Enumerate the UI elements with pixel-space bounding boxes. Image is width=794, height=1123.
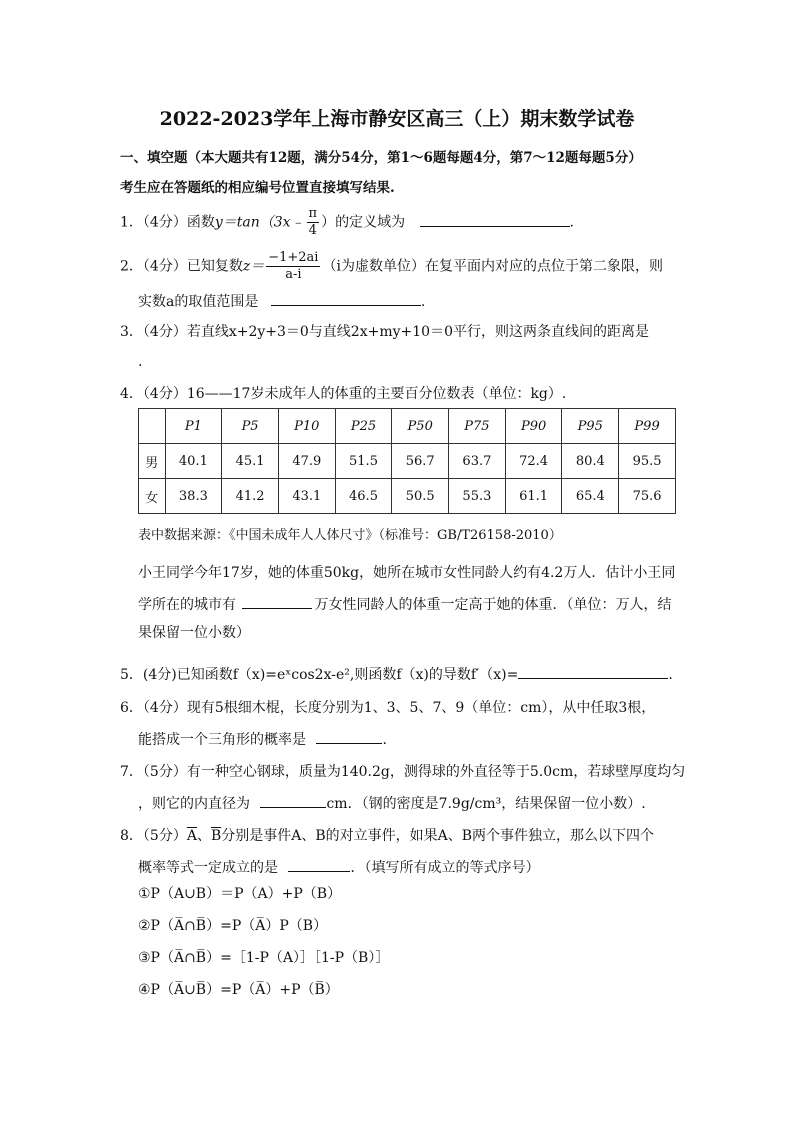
q8-option-3: ③P（A̅∩B̅）=［1-P（A）］［1-P（B）］ [138, 950, 390, 966]
section-instruction: 考生应在答题纸的相应编号位置直接填写结果. [120, 180, 395, 196]
question-3-line2: . [138, 354, 143, 370]
q4-answer-blank[interactable] [242, 593, 312, 609]
table-row: 女 38.3 41.2 43.1 46.5 50.5 55.3 61.1 65.4 75.6 [139, 479, 676, 514]
question-4-para2: 学所在的城市有 万女性同龄人的体重一定高于她的体重．（单位：万人，结 [138, 593, 671, 615]
exam-title: 2022-2023学年上海市静安区高三（上）期末数学试卷 [159, 108, 635, 130]
table-row: 男 40.1 45.1 47.9 51.5 56.7 63.7 72.4 80.4 95.5 [139, 444, 676, 479]
b-complement: $\overline{B}$ [210, 828, 222, 844]
question-8-line2: 概率等式一定成立的是 ．（填写所有成立的等式序号） [138, 856, 539, 878]
q8-option-4: ④P（A̅∪B̅）=P（A̅）+P（B̅） [138, 982, 339, 998]
q1-denominator: 4 [308, 223, 317, 238]
question-6-line2: 能搭成一个三角形的概率是 . [138, 728, 387, 750]
question-2: 2．（4分）已知复数z＝ $\frac{-1+2ai}{a-i}$ （i为虚数单位）在复平面内对应的点位于第二象限，则 [120, 250, 663, 282]
q7-answer-blank[interactable] [260, 792, 326, 808]
percentile-table [138, 408, 676, 514]
q1-suffix: ）的定义域为 [321, 214, 406, 231]
a-complement: $\overline{A}$ [186, 828, 197, 844]
question-7: 7．（5分）有一种空心钢球，质量为140.2g，测得球的外直径等于5.0cm，若球壁厚度均匀 [120, 764, 686, 780]
q2-text: （i为虚数单位）在复平面内对应的点位于第二象限，则 [322, 258, 663, 275]
question-1: 1．（4分）函数y＝tan（3x﹣ $\frac{\pi}{4}$ ）的定义域为 . [120, 206, 574, 238]
question-8: 8．（5分）$\overline{A}$、$\overline{B}$分别是事件A、B的对立事件，如果A、B两个事件独立，那么以下四个 [120, 828, 655, 844]
q8-option-1: ①P（A∪B）＝P（A）+P（B） [138, 886, 342, 902]
q2-fraction: $\frac{-1+2ai}{a-i}$ [268, 250, 319, 282]
q5-answer-blank[interactable] [518, 663, 668, 679]
question-6: 6．（4分）现有5根细木棍，长度分别为1、3、5、7、9（单位：cm），从中任取3根， [120, 700, 656, 716]
q1-answer-blank[interactable] [420, 211, 570, 227]
q1-fraction [307, 206, 320, 239]
question-7-line2: ，则它的内直径为 cm．（钢的密度是7.9g/cm³，结果保留一位小数）. [138, 792, 646, 814]
q1-function: y＝tan（3x﹣ [214, 214, 305, 231]
q2-answer-blank[interactable] [271, 290, 421, 306]
q1-prefix: 1．（4分）函数 [120, 214, 215, 231]
q1-numerator: π [308, 206, 318, 221]
q2-prefix: 2．（4分）已知复数 [120, 258, 243, 275]
question-4-para3: 果保留一位小数） [138, 625, 250, 641]
question-5: 5．(4分)已知函数f（x)=eˣcos2x-e²,则函数f（x)的导数f′（x)= . [120, 663, 673, 685]
q6-answer-blank[interactable] [316, 728, 382, 744]
table-header-row: P1 P5 P10 P25 P50 P75 P90 P95 P99 [139, 409, 676, 444]
section-heading: 一、填空题（本大题共有12题，满分54分，第1～6题每题4分，第7～12题每题5分） [120, 150, 642, 166]
table-source: 表中数据来源：《中国未成年人人体尺寸》（标准号：GB/T26158-2010） [138, 528, 562, 543]
q8-option-2: ②P（A̅∩B̅）=P（A̅）P（B） [138, 918, 328, 934]
question-4: 4．（4分）16——17岁未成年人的体重的主要百分位数表（单位：kg）. [120, 386, 567, 402]
question-2-line2: 实数a的取值范围是 . [138, 290, 425, 312]
question-3: 3．（4分）若直线x+2y+3＝0与直线2x+my+10＝0平行，则这两条直线间的距离是 [120, 324, 649, 340]
q8-answer-blank[interactable] [288, 856, 350, 872]
question-4-para1: 小王同学今年17岁，她的体重50kg，她所在城市女性同龄人约有4.2万人．估计小王同 [138, 565, 676, 581]
